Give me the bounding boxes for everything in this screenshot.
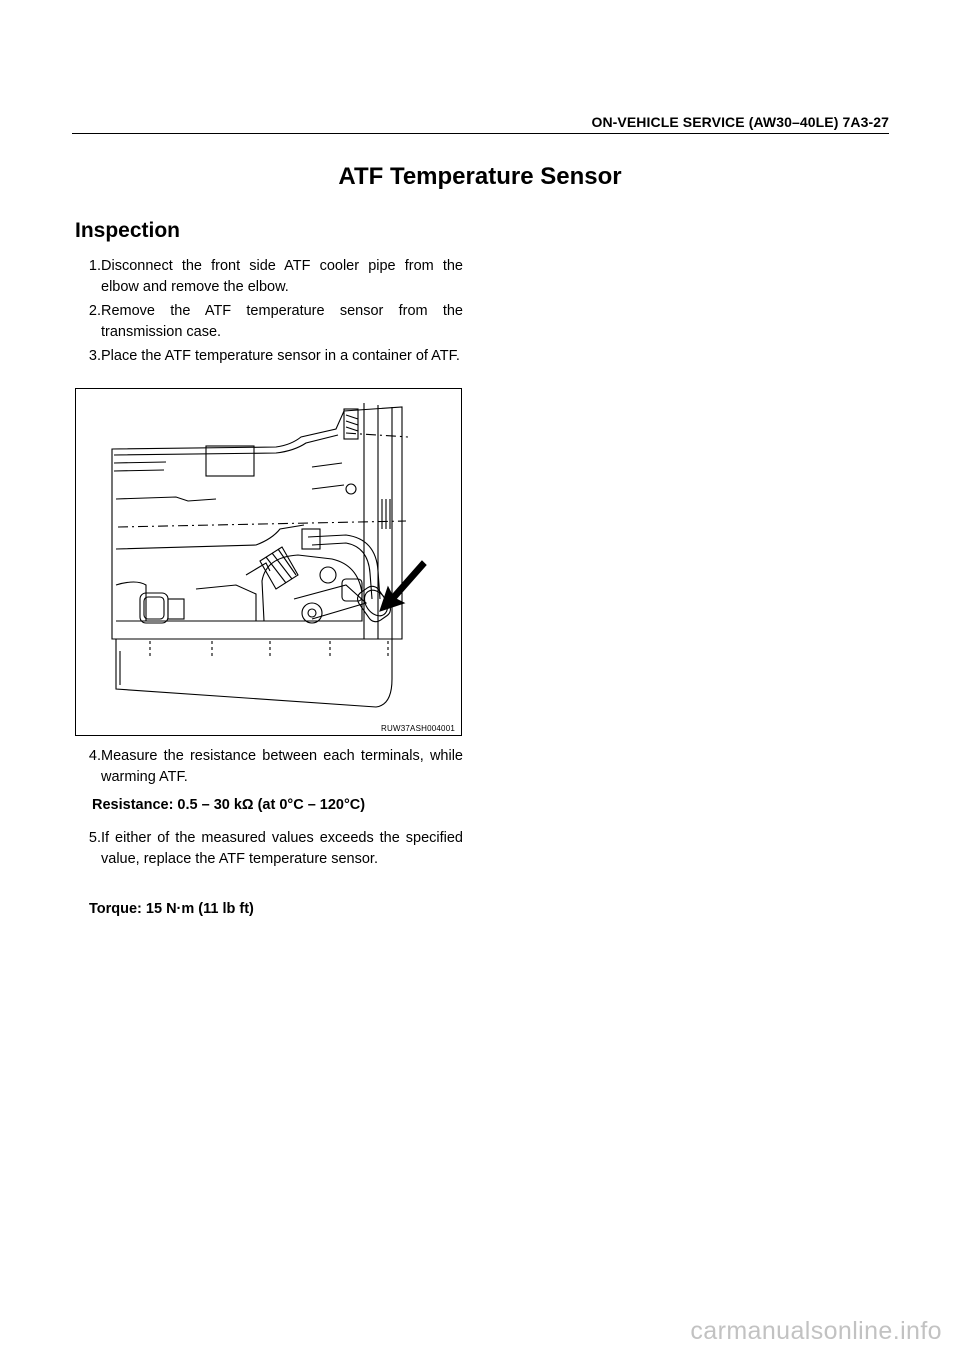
step-number: 3. xyxy=(88,348,101,364)
step-2 xyxy=(75,301,463,343)
step-number: 5. xyxy=(88,830,101,846)
section-heading: Inspection xyxy=(75,219,181,242)
step-number: 2. xyxy=(88,303,101,319)
step-text: Disconnect the front side ATF cooler pipe from the elbow and remove the elbow. xyxy=(101,258,463,295)
torque-spec: Torque: 15 N·m (11 lb ft) xyxy=(89,901,254,917)
step-text: Place the ATF temperature sensor in a container of ATF. xyxy=(101,348,460,364)
transmission-illustration xyxy=(76,389,461,735)
page-title: ATF Temperature Sensor xyxy=(338,163,622,190)
step-5 xyxy=(75,828,463,870)
step-text: Measure the resistance between each terminals, while warming ATF. xyxy=(101,748,463,785)
running-header: ON-VEHICLE SERVICE (AW30–40LE) 7A3-27 xyxy=(72,114,889,134)
watermark: carmanualsonline.info xyxy=(690,1317,942,1345)
step-number: 1. xyxy=(88,258,101,274)
figure-id: RUW37ASH004001 xyxy=(381,724,455,733)
resistance-spec: Resistance: 0.5 – 30 kΩ (at 0°C – 120°C) xyxy=(92,797,366,813)
step-1 xyxy=(75,256,463,298)
step-text: If either of the measured values exceeds the specified value, replace the ATF temperature sensor. xyxy=(101,830,463,867)
step-number: 4. xyxy=(88,748,101,764)
step-text: Remove the ATF temperature sensor from the transmission case. xyxy=(101,303,463,340)
step-4 xyxy=(75,746,463,788)
step-3 xyxy=(75,346,463,367)
figure-atf-sensor xyxy=(75,388,462,736)
